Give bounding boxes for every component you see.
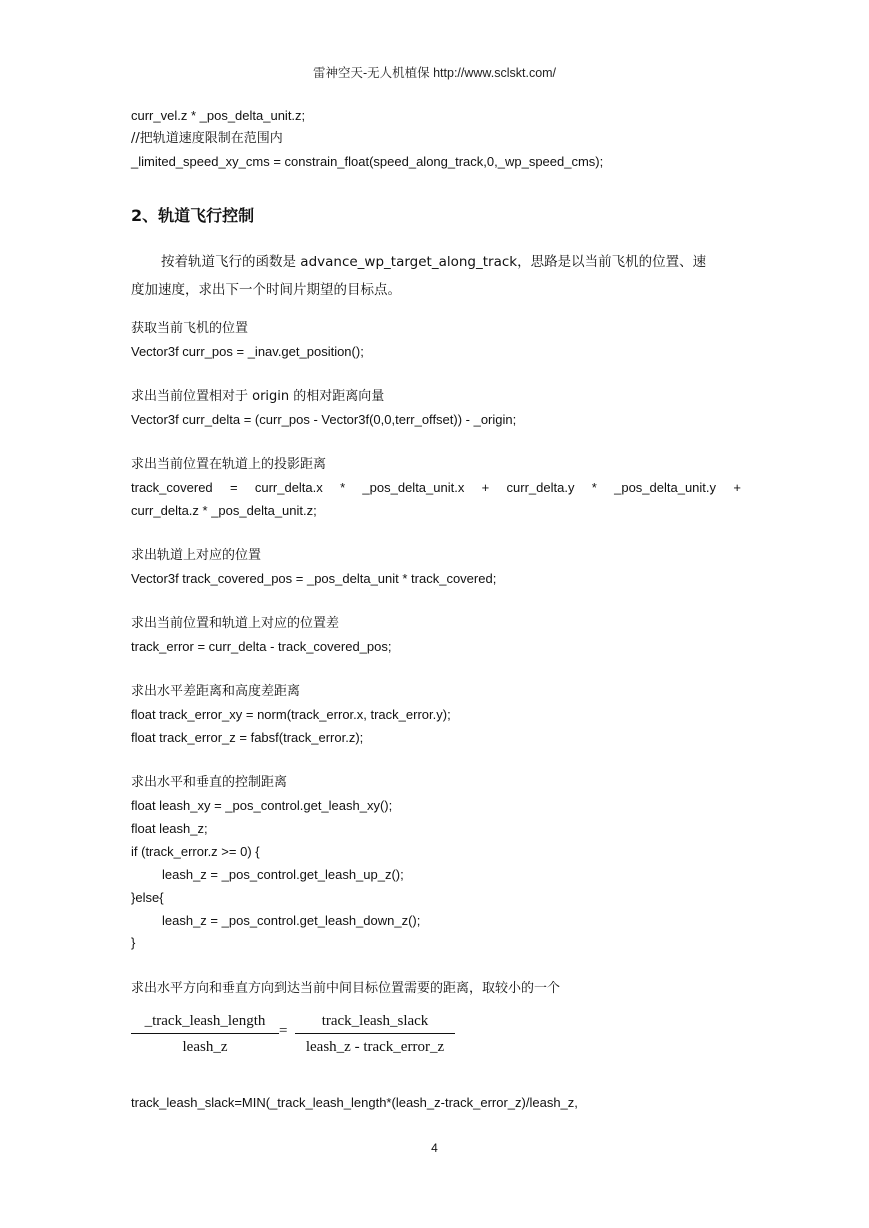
- left-denominator: leash_z: [182, 1039, 228, 1055]
- code-line: curr_vel.z * _pos_delta_unit.z;: [131, 108, 306, 123]
- block-title: 求出当前位置和轨道上对应的位置差: [131, 616, 340, 631]
- left-fraction: [131, 1010, 279, 1058]
- code-token: _pos_delta_unit.y: [614, 480, 717, 495]
- ratio-formula: [131, 1010, 471, 1060]
- page-number: 4: [431, 1141, 438, 1155]
- code-token: +: [733, 480, 741, 495]
- block-title: 求出水平方向和垂直方向到达当前中间目标位置需要的距离，取较小的一个: [131, 981, 561, 996]
- right-numerator: track_leash_slack: [321, 1013, 429, 1029]
- code-line: if (track_error.z >= 0) {: [131, 844, 260, 859]
- intro-text-line1: 按着轨道飞行的函数是 advance_wp_target_along_track，思路是以当前飞机的位置、速: [161, 254, 707, 270]
- fraction-bar: [295, 1033, 455, 1034]
- right-fraction: [295, 1010, 455, 1058]
- code-line: float leash_xy = _pos_control.get_leash_xy();: [131, 798, 393, 813]
- equals-sign: =: [279, 1023, 288, 1039]
- block-title: 获取当前飞机的位置: [131, 321, 249, 336]
- code-line: _limited_speed_xy_cms = constrain_float(speed_along_track,0,_wp_speed_cms);: [131, 154, 604, 169]
- code-token: *: [340, 480, 346, 495]
- block-title: 求出轨道上对应的位置: [131, 548, 262, 563]
- code-token: _pos_delta_unit.x: [362, 480, 465, 495]
- code-token: curr_delta.x: [254, 480, 323, 495]
- code-line: Vector3f curr_delta = (curr_pos - Vector3f(0,0,terr_offset)) - _origin;: [131, 412, 517, 427]
- block-title: 求出当前位置相对于 origin 的相对距离向量: [131, 389, 385, 404]
- code-line: float track_error_xy = norm(track_error.x, track_error.y);: [131, 707, 451, 722]
- code-line-indented: leash_z = _pos_control.get_leash_down_z();: [162, 913, 421, 928]
- code-line-indented: leash_z = _pos_control.get_leash_up_z();: [162, 867, 404, 882]
- code-token: =: [229, 480, 238, 495]
- code-line: curr_delta.z * _pos_delta_unit.z;: [131, 503, 317, 518]
- section-heading: 2、轨道飞行控制: [131, 206, 255, 225]
- intro-paragraph: [131, 248, 741, 304]
- fraction-bar: [131, 1033, 279, 1034]
- code-line: }: [131, 935, 136, 950]
- code-token: track_covered: [131, 480, 213, 495]
- right-denominator: leash_z - track_error_z: [305, 1039, 445, 1055]
- code-line: float leash_z;: [131, 821, 208, 836]
- code-line: Vector3f track_covered_pos = _pos_delta_unit * track_covered;: [131, 571, 497, 586]
- code-line: float track_error_z = fabsf(track_error.z);: [131, 730, 364, 745]
- block-title: 求出水平和垂直的控制距离: [131, 775, 288, 790]
- code-line: }else{: [131, 890, 164, 905]
- code-token: curr_delta.y: [506, 480, 575, 495]
- block-title: 求出水平差距离和高度差距离: [131, 684, 301, 699]
- code-token: *: [591, 480, 597, 495]
- code-token: +: [481, 480, 490, 495]
- code-line: track_error = curr_delta - track_covered_pos;: [131, 639, 392, 654]
- intro-text-line2: 度加速度，求出下一个时间片期望的目标点。: [131, 282, 401, 298]
- code-line: Vector3f curr_pos = _inav.get_position();: [131, 344, 364, 359]
- track-covered-line: [131, 480, 741, 496]
- left-numerator: _track_leash_length: [144, 1013, 266, 1029]
- code-comment: //把轨道速度限制在范围内: [131, 131, 283, 146]
- block-title: 求出当前位置在轨道上的投影距离: [131, 457, 327, 472]
- code-line: track_leash_slack=MIN(_track_leash_length*(leash_z-track_error_z)/leash_z,: [131, 1095, 578, 1110]
- page-header: 雷神空天-无人机植保 http://www.sclskt.com/: [312, 66, 557, 80]
